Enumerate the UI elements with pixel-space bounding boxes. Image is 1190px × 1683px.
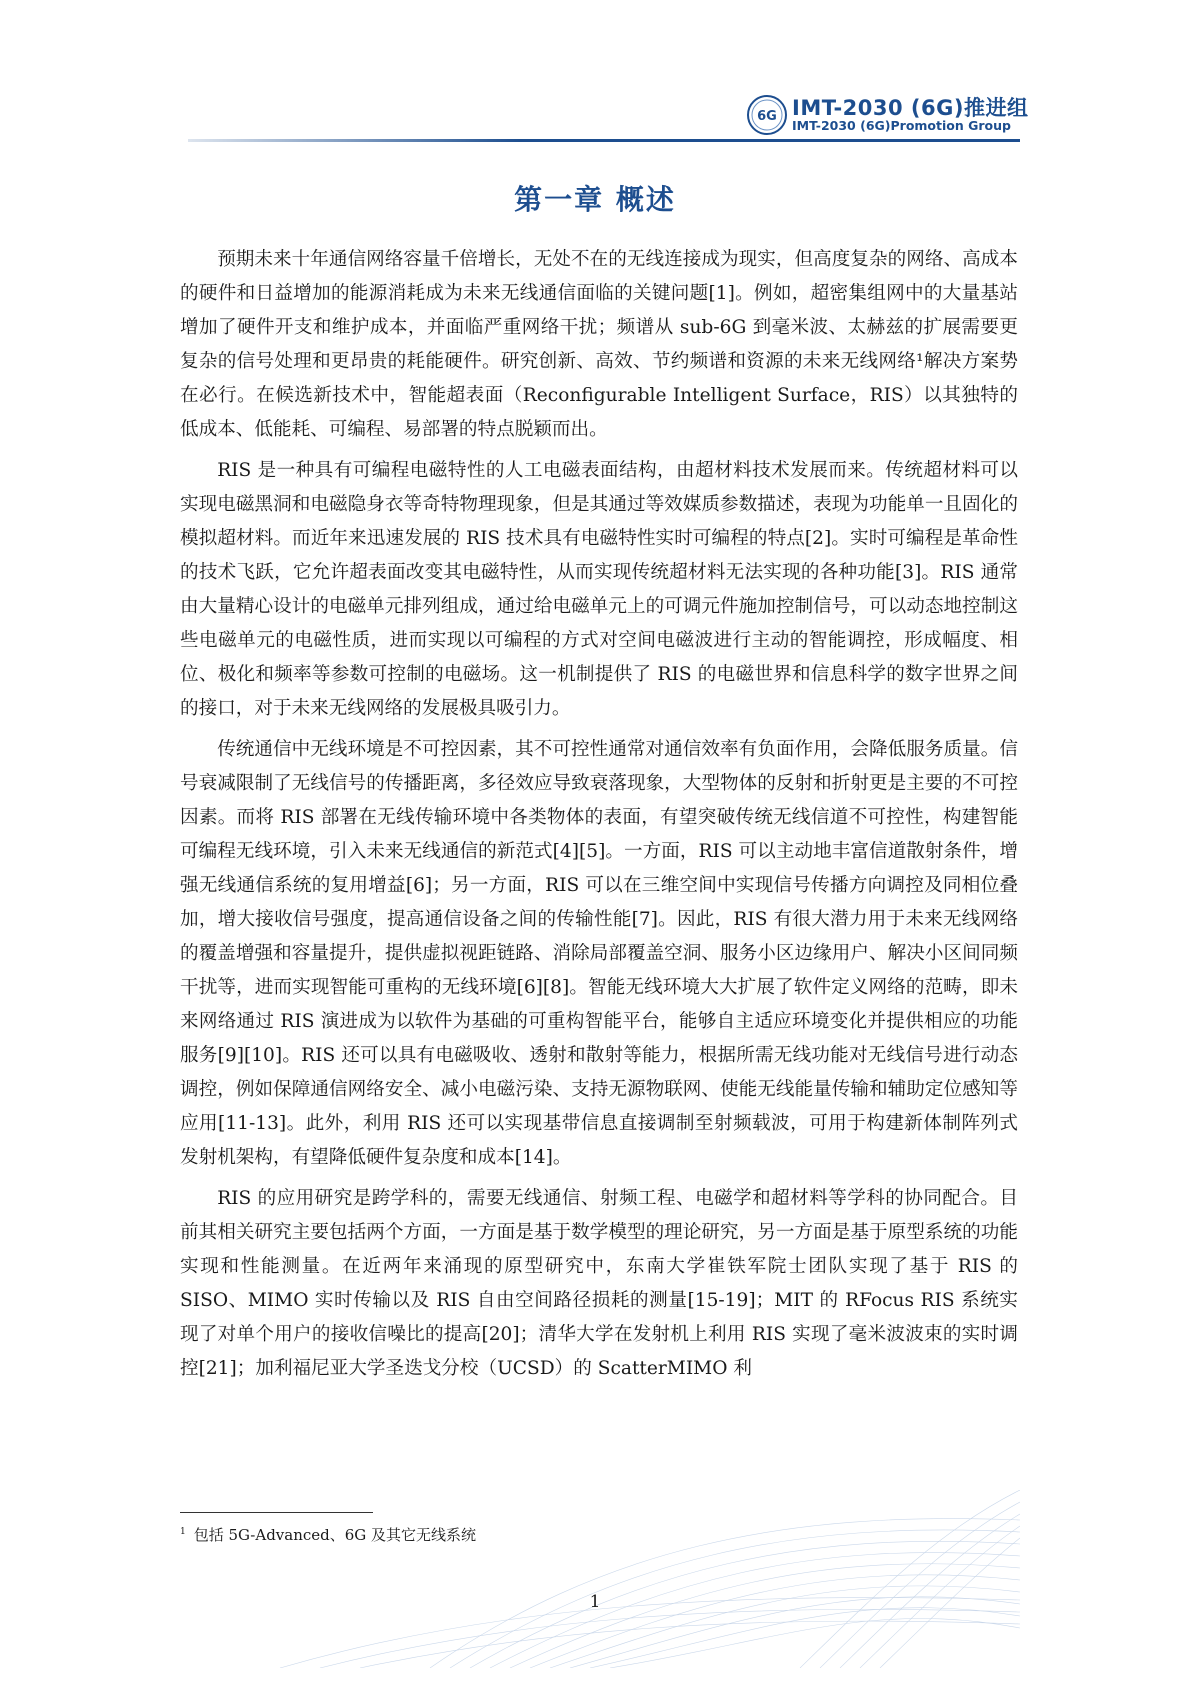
paragraph: RIS 是一种具有可编程电磁特性的人工电磁表面结构，由超材料技术发展而来。传统超材料可以实现电磁黑洞和电磁隐身衣等奇特物理现象，但是其通过等效媒质参数描述，表现为功能单一且固化的模拟超材料。而近年来迅速发展的 RIS 技术具有电磁特性实时可编程的特点[2]。实时可编程是革命性的技术飞跃，它允许超表面改变其电磁特性，从而实现传统超材料无法实现的各种功能[3]。RIS 通常由大量精心设计的电磁单元排列组成，通过给电磁单元上的可调元件施加控制信号，可以动态地控制这些电磁单元的电磁性质，进而实现以可编程的方式对空间电磁波进行主动的智能调控，形成幅度、相位、极化和频率等参数可控制的电磁场。这一机制提供了 RIS 的电磁世界和信息科学的数字世界之间的接口，对于未来无线网络的发展极具吸引力。 xyxy=(180,460,1018,719)
footnote-marker: 1 xyxy=(180,1527,186,1537)
paragraph: 预期未来十年通信网络容量千倍增长，无处不在的无线连接成为现实，但高度复杂的网络、高成本的硬件和日益增加的能源消耗成为未来无线通信面临的关键问题[1]。例如，超密集组网中的大量基站增加了硬件开支和维护成本，并面临严重网络干扰；频谱从 sub-6G 到毫米波、太赫兹的扩展需要更复杂的信号处理和更昂贵的耗能硬件。研究创新、高效、节约频谱和资源的未来无线网络¹解决方案势在必行。在候选新技术中，智能超表面（Reconfigurable Intelligent Surface，RIS）以其独特的低成本、低能耗、可编程、易部署的特点脱颖而出。 xyxy=(180,249,1018,440)
chapter-title: 第一章 概述 xyxy=(514,183,676,216)
imt-2030-logo xyxy=(746,94,788,136)
header-subtitle: IMT-2030 (6G)Promotion Group xyxy=(792,118,1011,133)
body-text xyxy=(180,243,1018,1393)
logo-text: 6G xyxy=(757,109,777,124)
header-divider xyxy=(188,139,1020,142)
header-title: IMT-2030 (6G)推进组 xyxy=(792,96,1029,120)
paragraph: 传统通信中无线环境是不可控因素，其不可控性通常对通信效率有负面作用，会降低服务质量。信号衰减限制了无线信号的传播距离，多径效应导致衰落现象，大型物体的反射和折射更是主要的不可控因素。而将 RIS 部署在无线传输环境中各类物体的表面，有望突破传统无线信道不可控性，构建智能可编程无线环境，引入未来无线通信的新范式[4][5]。一方面，RIS 可以主动地丰富信道散射条件，增强无线通信系统的复用增益[6]；另一方面，RIS 可以在三维空间中实现信号传播方向调控及同相位叠加，增大接收信号强度，提高通信设备之间的传输性能[7]。因此，RIS 有很大潜力用于未来无线网络的覆盖增强和容量提升，提供虚拟视距链路、消除局部覆盖空洞、服务小区边缘用户、解决小区间同频干扰等，进而实现智能可重构的无线环境[6][8]。智能无线环境大大扩展了软件定义网络的范畴，即未来网络通过 RIS 演进成为以软件为基础的可重构智能平台，能够自主适应环境变化并提供相应的功能服务[9][10]。RIS 还可以具有电磁吸收、透射和散射等能力，根据所需无线功能对无线信号进行动态调控，例如保障通信网络安全、减小电磁污染、支持无源物联网、使能无线能量传输和辅助定位感知等应用[11-13]。此外，利用 RIS 还可以实现基带信息直接调制至射频载波，可用于构建新体制阵列式发射机架构，有望降低硬件复杂度和成本[14]。 xyxy=(180,739,1018,1168)
page-number: 1 xyxy=(589,1592,601,1612)
footnote xyxy=(180,1524,476,1545)
wave-decoration xyxy=(180,1490,1020,1668)
footnote-divider xyxy=(180,1512,373,1513)
paragraph: RIS 的应用研究是跨学科的，需要无线通信、射频工程、电磁学和超材料等学科的协同配合。目前其相关研究主要包括两个方面，一方面是基于数学模型的理论研究，另一方面是基于原型系统的功能实现和性能测量。在近两年来涌现的原型研究中，东南大学崔铁军院士团队实现了基于 RIS 的 SISO、MIMO 实时传输以及 RIS 自由空间路径损耗的测量[15-19]；MIT 的 RFocus RIS 系统实现了对单个用户的接收信噪比的提高[20]；清华大学在发射机上利用 RIS 实现了毫米波波束的实时调控[21]；加利福尼亚大学圣迭戈分校（UCSD）的 ScatterMIMO 利 xyxy=(180,1188,1018,1379)
footnote-text: 包括 5G-Advanced、6G 及其它无线系统 xyxy=(193,1526,477,1544)
